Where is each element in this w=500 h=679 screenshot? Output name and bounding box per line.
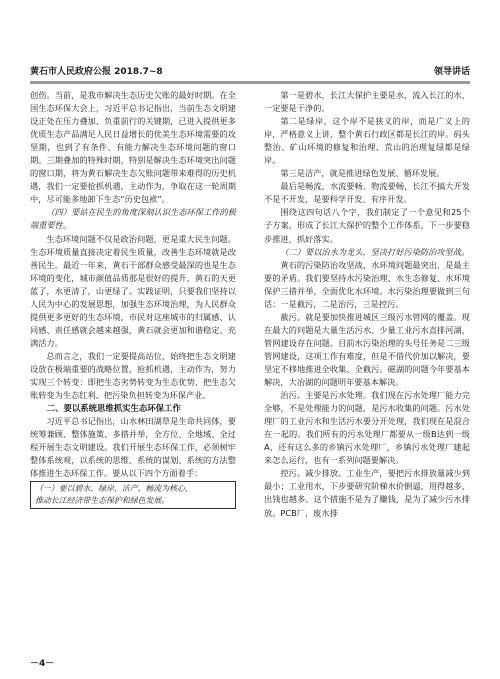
- journal-title: 黄石市人民政府公报 2018.7~8: [30, 67, 163, 77]
- boxed-heading: [30, 481, 236, 509]
- paragraph: 最后是畅流，水流要畅、物流要畅，长江不搞大开发不是不开发，是要科学开发、有序开发。: [264, 181, 470, 205]
- subsection-heading: （二）要以治水为龙头，坚决打好污染防治攻坚战。: [280, 246, 470, 257]
- boxed-heading-line: （一）要以碧水、绿岸、洁产、畅流为核心，: [35, 484, 193, 494]
- page-number: －4－: [30, 659, 55, 669]
- paragraph: 截污。就是要加快推进城区三级污水管网的覆盖。现在最大的问题是大量生活污水、少量工业污水直排河湖，管网建设存在问题。目前水污染治理的头号任务是二三级管网建设，这项工作有难度，但是不借代价加以解决，要坚定不移地推进全收集、全截污。磁湖的问题今年要基本解决，大冶湖的问题明年要基本解决。: [264, 311, 470, 388]
- section-heading: 二、要以系统思维抓实生态环保工作: [46, 403, 181, 414]
- left-column: [30, 89, 236, 509]
- paragraph: 黄石的污染防治攻坚战，水环境问题最突出，是最主要的矛盾。我们要坚持水污染治理、水生态修复、水环境保护三措并举，全面优化水环境。水污染治理要做到三句话：一是截污，二是治污，三是控污。: [264, 259, 470, 309]
- paragraph: 治污。主要是污水处理。我们现在污水处理厂能力完全够，不是处理能力的问题，是污水收集的问题。污水处理厂的工业污水和生活污水要分开处理，我们现在是混合在一起的。我们所有的污水处理厂都要从一级B达到一级A，还有这么多的乡镇污水处理厂，乡镇污水处理厂建起来怎么运行，也有一系列问题要解决。: [264, 390, 470, 466]
- section-label: 领导讲话: [433, 67, 470, 77]
- header-divider: [30, 81, 470, 84]
- right-column: [264, 89, 470, 520]
- paragraph: 第二是绿岸，这个岸不是狭义的岸，而是广义上的岸，严格意义上讲，整个黄石行政区都是长江的岸。码头整治、矿山环境的修复和治理、荒山的治理复绿都是绿岸。: [264, 116, 470, 166]
- subsection-heading: （四）要站在民生的角度深刻认识生态环保工作的极端重要性。: [30, 207, 236, 231]
- running-header: [30, 64, 470, 80]
- paragraph: 第一是碧水，长江大保护主要是水，流入长江的水，一定要是干净的。: [264, 90, 470, 114]
- boxed-heading-line: 推动长江经济带生态保护和绿色发展。: [35, 496, 170, 506]
- paragraph: 生态环境问题不仅是政治问题，更是重大民生问题。生态环境质量直接决定着民生质量，改善生态环境就是改善民生。最近一年来，黄石干部群众感受最深的也是生态环境的变化，城市颜值品质那是很好的提升，黄石的天更蓝了，水更清了，山更绿了。实践证明，只要我们坚持以人民为中心的发展思想，加强生态环境治理，为人民群众提供更多更好的生态环境，市民对这座城市的归属感、认同感、责任感就会越来越强，黄石就会更加和谐稳定、充满活力。: [30, 233, 236, 348]
- paragraph: 第三是洁产，就是推进绿色发展、循环发展。: [280, 168, 445, 179]
- paragraph: 创伤。当前，是我市解决生态历史欠账的最好时期。在全国生态环保大会上，习近平总书记指出，当前生态文明建设正处在压力叠加、负重前行的关键期，已进入提供更多优质生态产品满足人民日益增长的优美生态环境需要的攻坚期，也到了有条件、有能力解决生态环境问题的窗口期。三期叠加的特殊时期，特别是解决生态环境突出问题的窗口期，将为黄石解决生态欠账问题带来难得的历史机遇，我们一定要抢抓机遇，主动作为，争取在这一轮周期中，尽可能多地卸下生态“历史包袱”。: [30, 90, 236, 205]
- paragraph: 控污。减少排放。工业生产，要把污水排放量减少到最小；工业用水，下步要研究阶梯水价倒逼，用得越多，出钱也越多。这个措施不是为了赚钱，是为了减少污水排放。PCB厂，废水排: [264, 468, 470, 518]
- paragraph: 总而言之，我们一定要提高站位，始终把生态文明建设放在极端重要的战略位置，抢抓机遇，主动作为，努力实现三个转变：即把生态劣势转变为生态优势、把生态欠账转变为生态红利、把污染负担转变为环保产业。: [30, 350, 236, 401]
- paragraph: 习近平总书记指出，山水林田湖草是生命共同体，要统筹兼顾、整体施策、多措并举，全方位、全地域、全过程开展生态文明建设。我们开展生态环保工作，必须树牢整体系统观，以系统的思维、系统的谋划、系统的方法整体推进生态环保工作。要从以下四个方面着手：: [30, 416, 236, 479]
- paragraph: 围绕这四句话八个字，我们制定了一个意见和25个子方案，形成了长江大保护的整个工作体系，下一步要稳步推进，抓好落实。: [264, 207, 470, 244]
